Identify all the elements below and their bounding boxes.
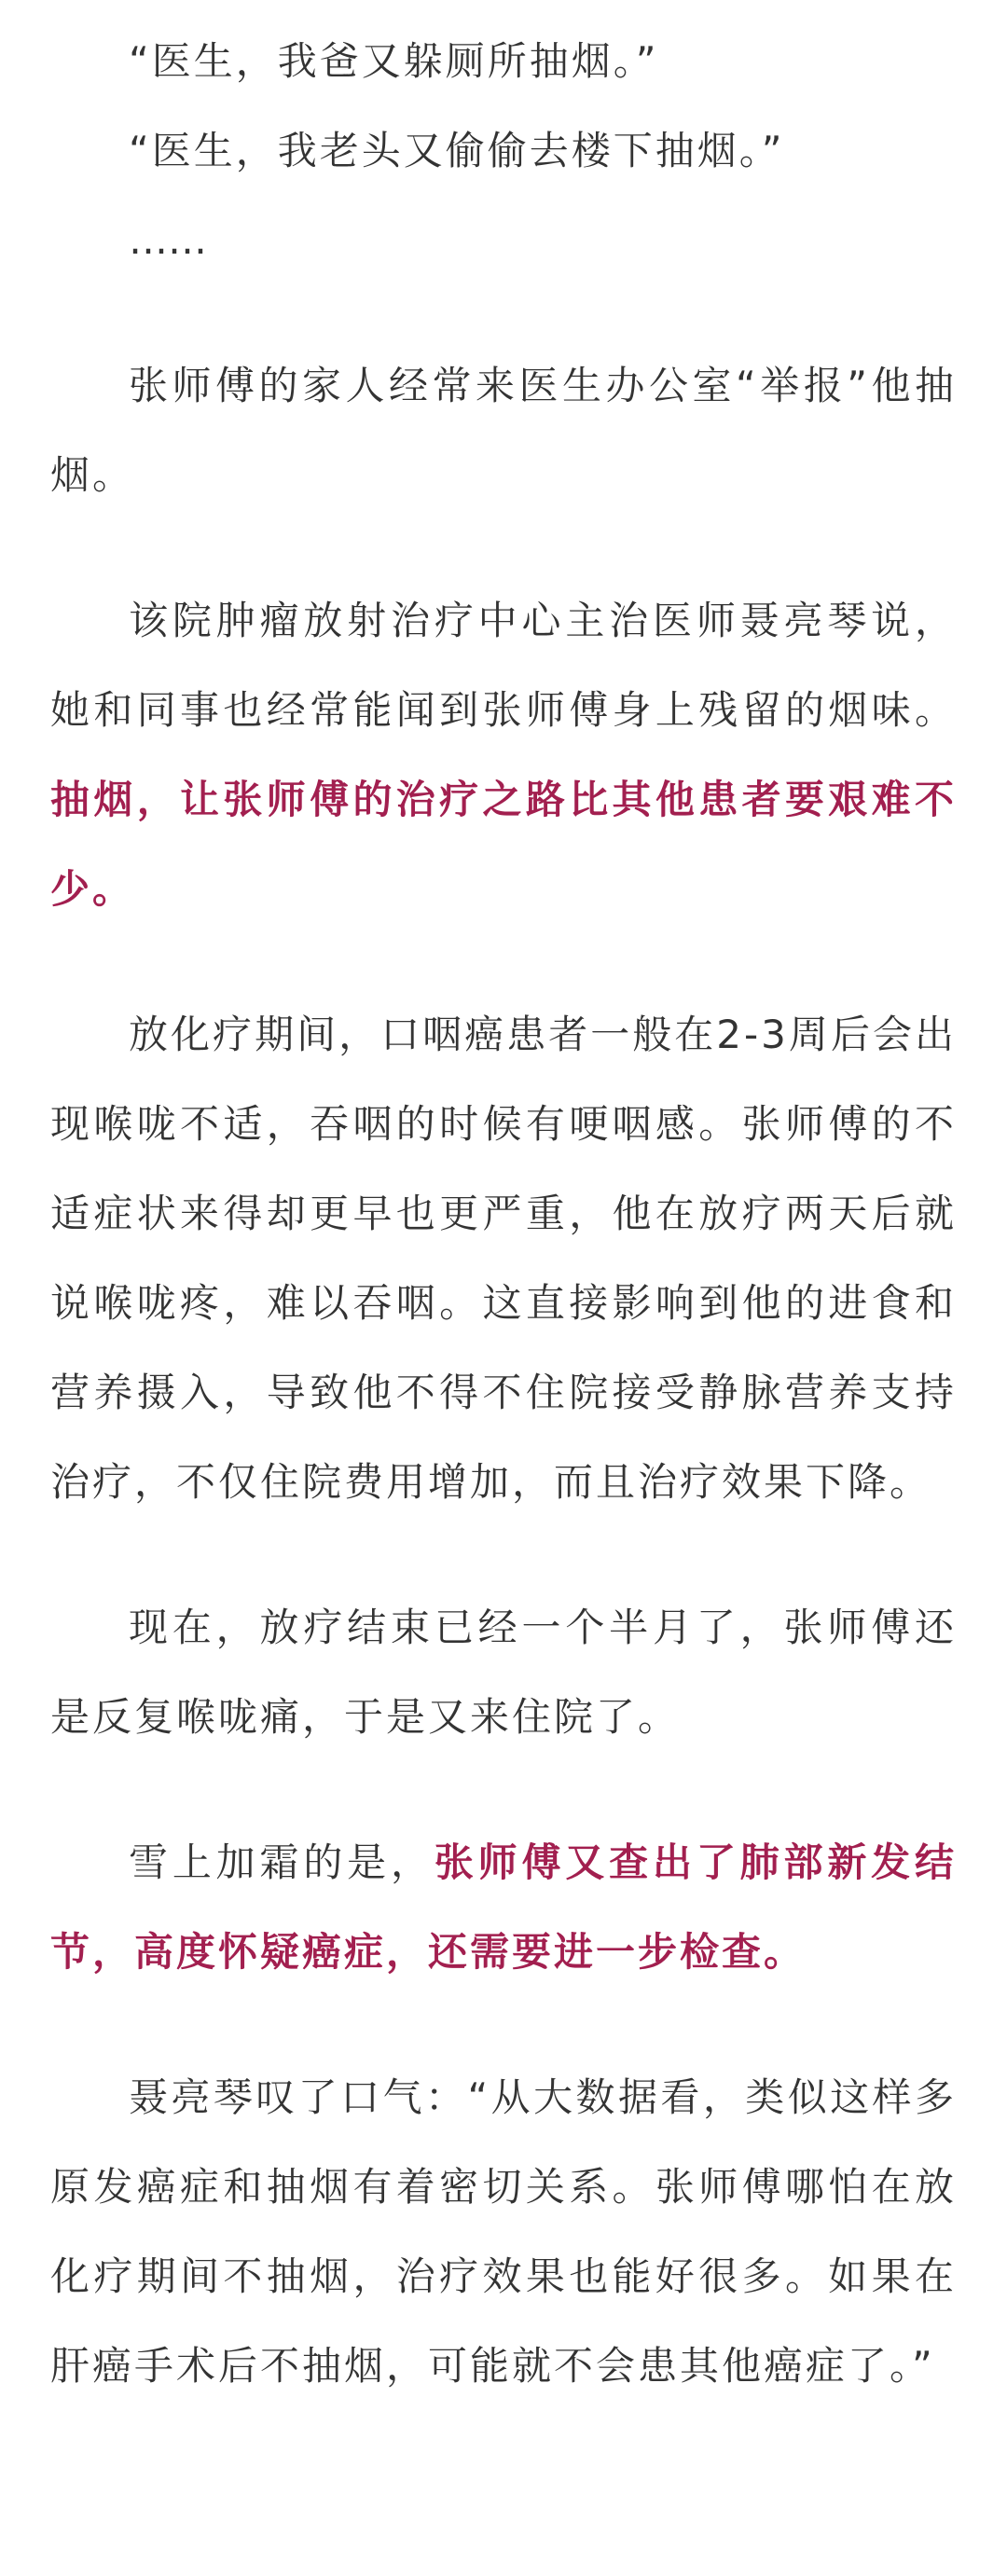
paragraph-gap	[50, 934, 957, 990]
highlight-text: 张师傅又查出了肺部新发结节，高度怀疑癌症，还需要进一步检查。	[50, 1839, 957, 1975]
paragraph-text: 该院肿瘤放射治疗中心主治医师聂亮琴说，她和同事也经常能闻到张师傅身上残留的烟味。	[50, 598, 957, 733]
paragraph-symptoms: 放化疗期间，口咽癌患者一般在2-3周后会出现喉咙不适，吞咽的时候有哽咽感。张师傅的不适症状来得却更早也更严重，他在放疗两天后就说喉咙疼，难以吞咽。这直接影响到他的进食和营养摄入，导致他不得不住院接受静脉营养支持治疗，不仅住院费用增加，而且治疗效果下降。	[50, 1012, 957, 1505]
paragraph-lung-nodule	[50, 1818, 957, 1997]
paragraph-gap	[50, 1527, 957, 1583]
article-body	[50, 17, 957, 2411]
paragraph-doctor-statement	[50, 576, 957, 934]
paragraph-report: 张师傅的家人经常来医生办公室“举报”他抽烟。	[50, 363, 957, 498]
paragraph-doctor-quote: 聂亮琴叹了口气：“从大数据看，类似这样多原发癌症和抽烟有着密切关系。张师傅哪怕在放化疗期间不抽烟，治疗效果也能好很多。如果在肝癌手术后不抽烟，可能就不会患其他癌症了。”	[50, 2074, 957, 2389]
paragraph-gap	[50, 1762, 957, 1818]
highlight-text: 抽烟，让张师傅的治疗之路比其他患者要艰难不少。	[50, 777, 957, 912]
quote-line-1: “医生，我爸又躲厕所抽烟。”	[129, 38, 659, 84]
paragraph-gap	[50, 1997, 957, 2053]
paragraph-text: 雪上加霜的是，	[129, 1839, 435, 1885]
paragraph-current-status: 现在，放疗结束已经一个半月了，张师傅还是反复喉咙痛，于是又来住院了。	[50, 1605, 957, 1740]
paragraph-gap	[50, 285, 957, 341]
paragraph-gap	[50, 520, 957, 576]
quote-ellipsis: ……	[129, 217, 207, 263]
quote-line-2: “医生，我老头又偷偷去楼下抽烟。”	[129, 128, 785, 173]
